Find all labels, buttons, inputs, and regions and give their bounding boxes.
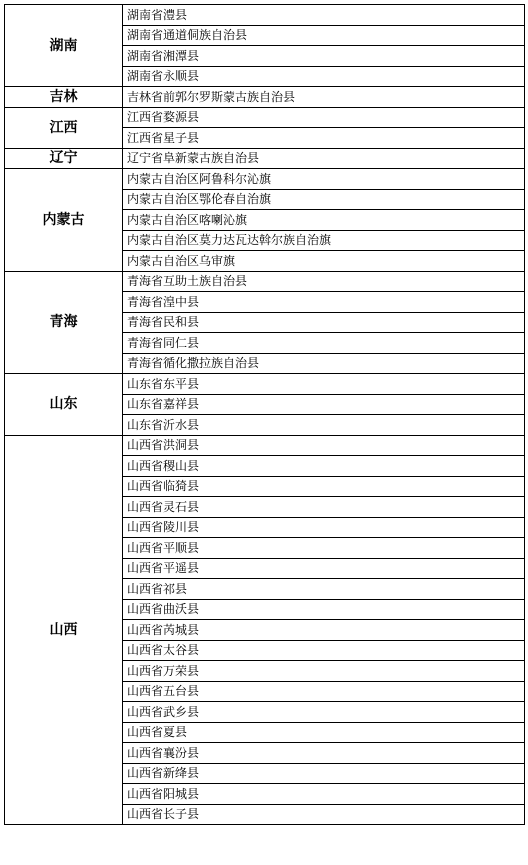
province-cell: 山东 [5, 374, 123, 436]
county-cell: 山西省洪洞县 [123, 435, 525, 456]
county-cell: 山西省祁县 [123, 579, 525, 600]
county-table [4, 4, 525, 825]
county-cell: 湖南省永顺县 [123, 66, 525, 87]
county-cell: 青海省民和县 [123, 312, 525, 333]
county-cell: 内蒙古自治区鄂伦春自治旗 [123, 189, 525, 210]
province-cell: 辽宁 [5, 148, 123, 169]
county-cell: 湖南省通道侗族自治县 [123, 25, 525, 46]
county-cell: 山西省五台县 [123, 681, 525, 702]
county-cell: 山西省夏县 [123, 722, 525, 743]
county-cell: 山东省沂水县 [123, 415, 525, 436]
province-cell: 湖南 [5, 5, 123, 87]
county-cell: 山西省阳城县 [123, 784, 525, 805]
province-cell: 江西 [5, 107, 123, 148]
county-cell: 青海省湟中县 [123, 292, 525, 313]
county-cell: 山东省嘉祥县 [123, 394, 525, 415]
table-row [5, 87, 525, 108]
table-row [5, 5, 525, 26]
county-cell: 吉林省前郭尔罗斯蒙古族自治县 [123, 87, 525, 108]
county-cell: 青海省循化撒拉族自治县 [123, 353, 525, 374]
county-cell: 山西省临猗县 [123, 476, 525, 497]
province-cell: 吉林 [5, 87, 123, 108]
county-cell: 辽宁省阜新蒙古族自治县 [123, 148, 525, 169]
province-cell: 内蒙古 [5, 169, 123, 272]
county-cell: 山西省万荣县 [123, 661, 525, 682]
county-cell: 湖南省湘潭县 [123, 46, 525, 67]
province-cell: 青海 [5, 271, 123, 374]
county-cell: 内蒙古自治区阿鲁科尔沁旗 [123, 169, 525, 190]
county-cell: 内蒙古自治区莫力达瓦达斡尔族自治旗 [123, 230, 525, 251]
county-cell: 山西省襄汾县 [123, 743, 525, 764]
county-cell: 江西省婺源县 [123, 107, 525, 128]
county-cell: 青海省互助土族自治县 [123, 271, 525, 292]
county-cell: 山西省太谷县 [123, 640, 525, 661]
table-row [5, 374, 525, 395]
county-cell: 山西省新绛县 [123, 763, 525, 784]
province-cell: 山西 [5, 435, 123, 825]
county-cell: 山西省芮城县 [123, 620, 525, 641]
table-row [5, 435, 525, 456]
county-cell: 内蒙古自治区乌审旗 [123, 251, 525, 272]
county-cell: 青海省同仁县 [123, 333, 525, 354]
table-row [5, 107, 525, 128]
county-cell: 山西省稷山县 [123, 456, 525, 477]
county-cell: 山西省平顺县 [123, 538, 525, 559]
county-cell: 山西省曲沃县 [123, 599, 525, 620]
table-row [5, 271, 525, 292]
county-cell: 山西省灵石县 [123, 497, 525, 518]
table-row [5, 148, 525, 169]
county-cell: 山西省平遥县 [123, 558, 525, 579]
county-cell: 内蒙古自治区喀喇沁旗 [123, 210, 525, 231]
county-cell: 山西省陵川县 [123, 517, 525, 538]
table-row [5, 169, 525, 190]
county-cell: 湖南省澧县 [123, 5, 525, 26]
county-cell: 江西省星子县 [123, 128, 525, 149]
county-cell: 山东省东平县 [123, 374, 525, 395]
county-table-body [5, 5, 525, 825]
county-cell: 山西省长子县 [123, 804, 525, 825]
county-cell: 山西省武乡县 [123, 702, 525, 723]
